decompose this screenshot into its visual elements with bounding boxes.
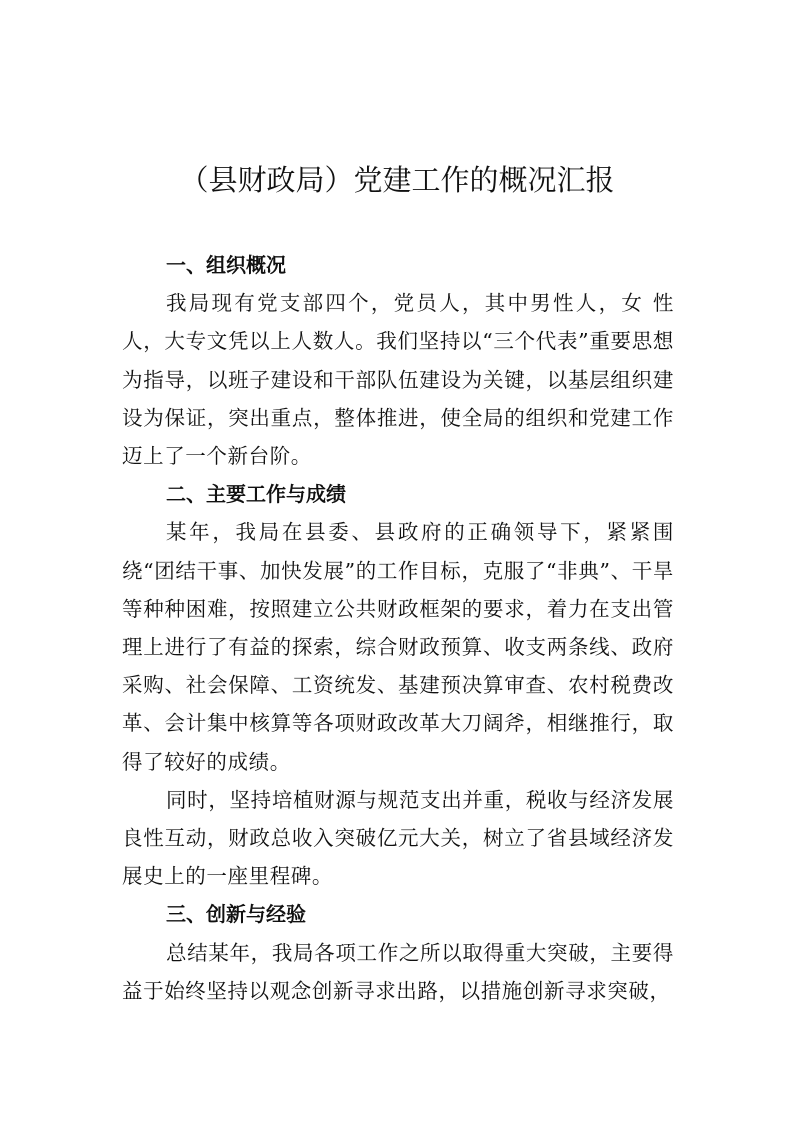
- section-heading: 三、创新与经验: [166, 902, 306, 927]
- section-heading: 二、主要工作与成绩: [166, 482, 346, 507]
- section-organization: [122, 246, 674, 475]
- document-title: （县财政局）党建工作的概况汇报: [179, 163, 615, 197]
- paragraph: 我局现有党支部四个，党员人，其中男性人，女 性人，大专文凭以上人数人。我们坚持以“三个代表”重要思想为指导，以班子建设和干部队伍建设为关键，以基层组织建设为保证，突出重点，整体推进，使全局的组织和党建工作迈上了一个新台阶。: [122, 291, 674, 468]
- paragraph: 总结某年，我局各项工作之所以取得重大突破，主要得益于始终坚持以观念创新寻求出路，以措施创新寻求突破，: [122, 940, 674, 1003]
- paragraph: 某年，我局在县委、县政府的正确领导下，紧紧围绕“团结干事、加快发展”的工作目标，克服了“非典”、干旱等种种困难，按照建立公共财政框架的要求，着力在支出管理上进行了有益的探索，综合财政预算、收支两条线、政府采购、社会保障、工资统发、基建预决算审查、农村税费改革、会计集中核算等各项财政改革大刀阔斧，相继推行，取得了较好的成绩。: [122, 520, 674, 774]
- paragraph: 同时，坚持培植财源与规范支出并重，税收与经济发展良性互动，财政总收入突破亿元大关，树立了省县域经济发展史上的一座里程碑。: [122, 787, 674, 889]
- section-innovation: [122, 895, 674, 1010]
- section-heading: 一、组织概况: [166, 253, 286, 277]
- section-main-work: [122, 475, 674, 895]
- document-body: [122, 246, 674, 1010]
